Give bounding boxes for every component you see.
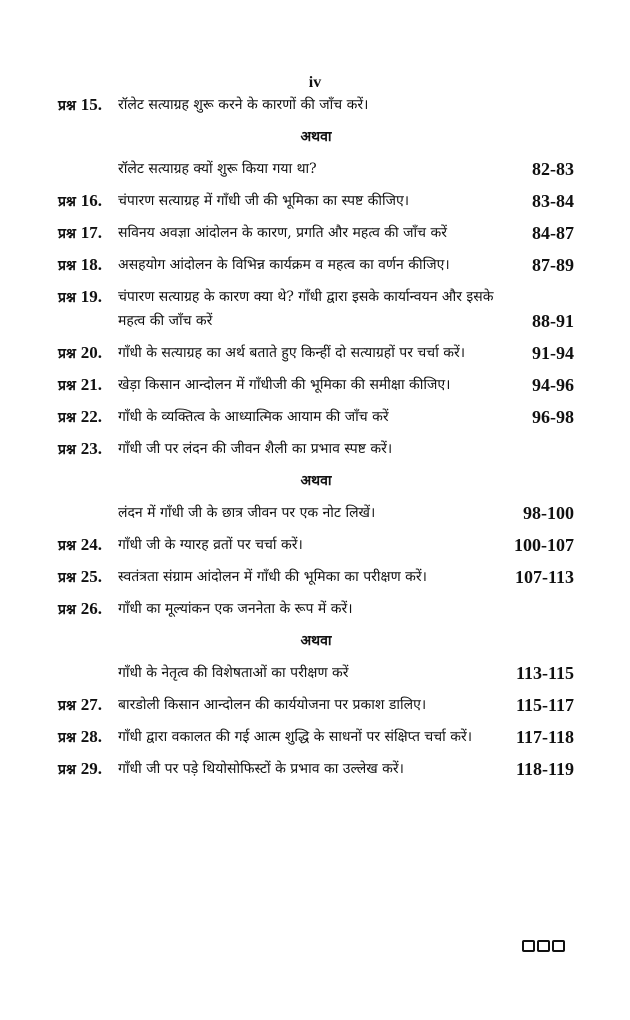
- entry-number: 18.: [80, 255, 102, 274]
- page-range: 91-94: [532, 343, 574, 363]
- entry-label: प्रश्न: [58, 762, 76, 778]
- page-range: 88-91: [532, 311, 574, 331]
- entry-number: 19.: [80, 287, 102, 306]
- toc-entry-25: [58, 565, 574, 589]
- page-range: 82-83: [532, 159, 574, 179]
- entry-number: 16.: [80, 191, 102, 210]
- entry-number: 21.: [80, 375, 102, 394]
- page-range: 107-113: [514, 567, 574, 587]
- entry-label: प्रश्न: [58, 538, 76, 554]
- entry-text: गाँधी जी पर लंदन की जीवन शैली का प्रभाव स्पष्ट करें।: [118, 441, 393, 457]
- toc-entry-26: [58, 597, 574, 621]
- entry-text: गाँधी के नेतृत्व की विशेषताओं का परीक्षण करें: [118, 665, 349, 681]
- entry-text: गाँधी के व्यक्तित्व के आध्यात्मिक आयाम की जाँच करें: [118, 409, 389, 425]
- toc-entry-20: [58, 341, 574, 365]
- toc-entry-18: [58, 253, 574, 277]
- entry-number: 24.: [80, 535, 102, 554]
- entry-text: रॉलेट सत्याग्रह शुरू करने के कारणों की जाँच करें।: [118, 97, 369, 113]
- entry-label: प्रश्न: [58, 602, 76, 618]
- page-range: 87-89: [532, 255, 574, 275]
- entry-text: चंपारण सत्याग्रह के कारण क्या थे? गाँधी द्वारा इसके कार्यान्वयन और इसके महत्व की जाँच करें: [118, 289, 494, 329]
- entry-label: प्रश्न: [58, 570, 76, 586]
- toc-entry-29: [58, 757, 574, 781]
- entry-number: 26.: [80, 599, 102, 618]
- page-range: 84-87: [532, 223, 574, 243]
- page-range: 83-84: [532, 191, 574, 211]
- entry-text: गाँधी जी के ग्यारह व्रतों पर चर्चा करें।: [118, 537, 303, 553]
- entry-text: बारडोली किसान आन्दोलन की कार्ययोजना पर प्रकाश डालिए।: [118, 697, 427, 713]
- entry-text: सविनय अवज्ञा आंदोलन के कारण, प्रगति और महत्व की जाँच करें: [118, 225, 447, 241]
- page-range: 96-98: [532, 407, 574, 427]
- toc-entry-28: [58, 725, 574, 749]
- entry-label: प्रश्न: [58, 378, 76, 394]
- entry-text: लंदन में गाँधी जी के छात्र जीवन पर एक नोट लिखें।: [118, 505, 376, 521]
- toc-entry-19: [58, 285, 574, 333]
- toc-entry-15: [58, 93, 574, 117]
- table-of-contents: [58, 93, 574, 781]
- entry-number: 27.: [80, 695, 102, 714]
- or-divider: अथवा: [300, 129, 332, 145]
- page-range: 100-107: [514, 535, 574, 555]
- page-range: 113-115: [515, 663, 574, 683]
- entry-label: प्रश्न: [58, 194, 76, 210]
- entry-text: गाँधी द्वारा वकालत की गई आत्म शुद्धि के साधनों पर संक्षिप्त चर्चा करें।: [118, 729, 473, 745]
- entry-label: प्रश्न: [58, 730, 76, 746]
- entry-text: चंपारण सत्याग्रह में गाँधी जी की भूमिका का स्पष्ट कीजिए।: [118, 193, 410, 209]
- entry-label: प्रश्न: [58, 226, 76, 242]
- entry-text: रॉलेट सत्याग्रह क्यों शुरू किया गया था?: [118, 161, 317, 177]
- entry-number: 25.: [80, 567, 102, 586]
- entry-text: गाँधी के सत्याग्रह का अर्थ बताते हुए किन्हीं दो सत्याग्रहों पर चर्चा करें।: [118, 345, 466, 361]
- toc-entry-22: [58, 405, 574, 429]
- toc-entry-23-alt: [58, 501, 574, 525]
- entry-label: प्रश्न: [58, 442, 76, 458]
- toc-entry-17: [58, 221, 574, 245]
- entry-number: 22.: [80, 407, 102, 426]
- entry-label: प्रश्न: [58, 410, 76, 426]
- entry-label: प्रश्न: [58, 346, 76, 362]
- entry-label: प्रश्न: [58, 98, 76, 114]
- entry-number: 15.: [80, 95, 102, 114]
- toc-entry-15-alt: [58, 157, 574, 181]
- toc-entry-26-alt: [58, 661, 574, 685]
- square-bullet-icon: [537, 940, 550, 952]
- page-range: 118-119: [515, 759, 574, 779]
- or-divider: अथवा: [300, 633, 332, 649]
- toc-entry-16: [58, 189, 574, 213]
- toc-entry-23: [58, 437, 574, 461]
- entry-number: 29.: [80, 759, 102, 778]
- entry-number: 23.: [80, 439, 102, 458]
- entry-text: स्वतंत्रता संग्राम आंदोलन में गाँधी की भूमिका का परीक्षण करें।: [118, 569, 427, 585]
- entry-number: 28.: [80, 727, 102, 746]
- page-number: iv: [308, 74, 322, 91]
- entry-label: प्रश्न: [58, 698, 76, 714]
- entry-text: गाँधी जी पर पड़े थियोसोफिस्टों के प्रभाव का उल्लेख करें।: [118, 761, 404, 777]
- end-of-section-marks: [522, 940, 565, 952]
- entry-text: असहयोग आंदोलन के विभिन्न कार्यक्रम व महत्व का वर्णन कीजिए।: [118, 257, 450, 273]
- entry-text: खेड़ा किसान आन्दोलन में गाँधीजी की भूमिका की समीक्षा कीजिए।: [118, 377, 451, 393]
- square-bullet-icon: [552, 940, 565, 952]
- page-range: 98-100: [523, 503, 574, 523]
- entry-label: प्रश्न: [58, 290, 76, 306]
- page-range: 115-117: [515, 695, 574, 715]
- page-range: 117-118: [515, 727, 574, 747]
- entry-number: 20.: [80, 343, 102, 362]
- toc-entry-24: [58, 533, 574, 557]
- entry-number: 17.: [80, 223, 102, 242]
- or-divider: अथवा: [300, 473, 332, 489]
- entry-label: प्रश्न: [58, 258, 76, 274]
- entry-text: गाँधी का मूल्यांकन एक जननेता के रूप में करें।: [118, 601, 353, 617]
- page-range: 94-96: [532, 375, 574, 395]
- toc-entry-27: [58, 693, 574, 717]
- toc-entry-21: [58, 373, 574, 397]
- square-bullet-icon: [522, 940, 535, 952]
